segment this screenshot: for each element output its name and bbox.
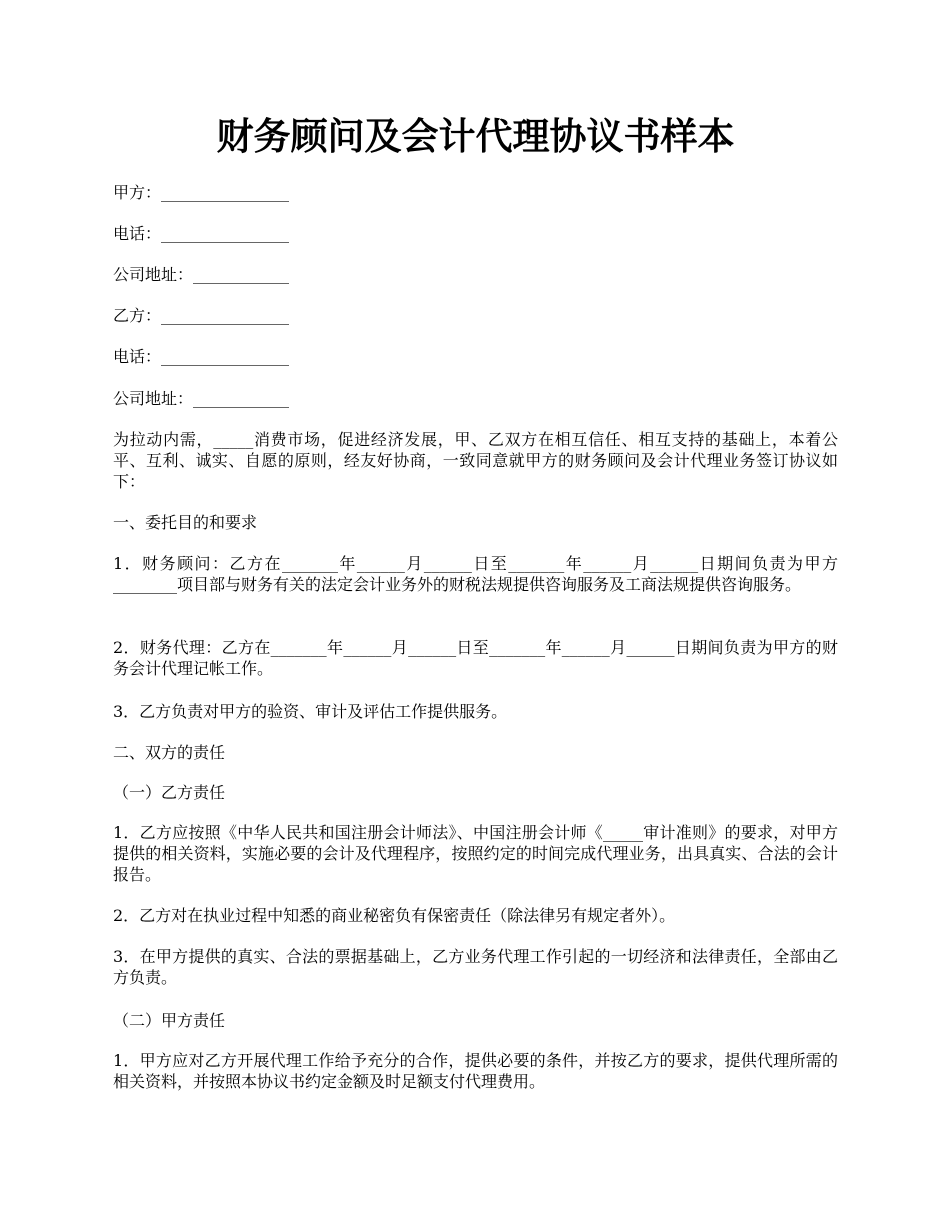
party-a-field: 甲方：________________: [113, 183, 290, 202]
subsection-heading-b: （一）乙方责任: [113, 783, 226, 802]
clause-1-1: 1．财务顾问：乙方在_______年______月______日至_______年______月______日期间负责为甲方________项目部与财务有关的法定会计业务外的财税法规提供咨询服务及工商法规提供咨询服务。: [113, 554, 838, 594]
party-b-field: 乙方：________________: [113, 306, 290, 325]
clause-2-1-1: 1．乙方应按照《中华人民共和国注册会计师法》、中国注册会计师《_____审计准则》的要求，对甲方提供的相关资料，实施必要的会计及代理程序，按照约定的时间完成代理业务，出具真实、合法的会计报告。: [113, 823, 838, 884]
clause-1-2: 2．财务代理：乙方在_______年______月______日至_______年______月______日期间负责为甲方的财务会计代理记帐工作。: [113, 638, 838, 678]
clause-2-2-1: 1．甲方应对乙方开展代理工作给予充分的合作，提供必要的条件，并按乙方的要求，提供代理所需的相关资料，并按照本协议书约定金额及时足额支付代理费用。: [113, 1051, 838, 1091]
clause-2-1-3: 3．在甲方提供的真实、合法的票据基础上，乙方业务代理工作引起的一切经济和法律责任，全部由乙方负责。: [113, 947, 838, 987]
section-heading-2: 二、双方的责任: [113, 743, 226, 762]
intro-paragraph: 为拉动内需，_____消费市场，促进经济发展，甲、乙双方在相互信任、相互支持的基础上，本着公平、互利、诚实、自愿的原则，经友好协商，一致同意就甲方的财务顾问及会计代理业务签订协议如下：: [113, 430, 838, 491]
party-a-phone-field: 电话：________________: [113, 224, 290, 243]
clause-2-1-2: 2．乙方对在执业过程中知悉的商业秘密负有保密责任（除法律另有规定者外）。: [113, 906, 676, 925]
party-a-address-field: 公司地址：____________: [113, 265, 290, 284]
clause-1-3: 3．乙方负责对甲方的验资、审计及评估工作提供服务。: [113, 702, 508, 721]
section-heading-1: 一、委托目的和要求: [113, 513, 258, 532]
subsection-heading-a: （二）甲方责任: [113, 1011, 226, 1030]
party-b-address-field: 公司地址：____________: [113, 389, 290, 408]
party-b-phone-field: 电话：________________: [113, 347, 290, 366]
document-title: 财务顾问及会计代理协议书样本: [216, 114, 735, 158]
